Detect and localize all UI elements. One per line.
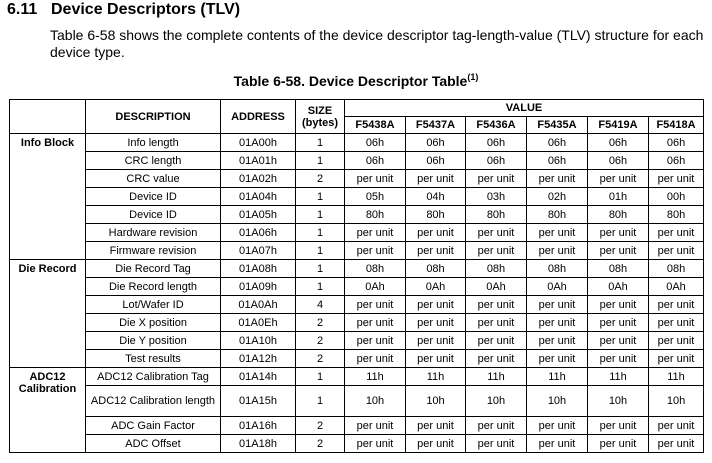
cell-value-f5436a: per unit [466,242,527,260]
cell-value-f5437a: 0Ah [406,278,466,296]
table-row [10,417,704,435]
cell-value-f5438a: per unit [345,314,406,332]
table-row [10,134,704,152]
cell-value-f5435a: 80h [527,206,588,224]
cell-value-f5437a: 11h [406,368,466,386]
cell-size: 1 [296,188,345,206]
cell-value-f5438a: 0Ah [345,278,406,296]
cell-value-f5418a: 80h [649,206,704,224]
cell-description: Test results [86,350,221,368]
cell-value-f5438a: per unit [345,224,406,242]
cell-size: 1 [296,242,345,260]
cell-value-f5418a: 00h [649,188,704,206]
cell-value-f5418a: per unit [649,350,704,368]
cell-value-f5419a: per unit [588,417,649,435]
cell-size: 1 [296,224,345,242]
cell-value-f5419a: 08h [588,260,649,278]
cell-description: Info length [86,134,221,152]
cell-value-f5436a: 06h [466,152,527,170]
cell-value-f5435a: 02h [527,188,588,206]
cell-value-f5435a: 10h [527,386,588,417]
cell-description: Die Record Tag [86,260,221,278]
cell-value-f5435a: 08h [527,260,588,278]
table-row [10,260,704,278]
cell-description: Lot/Wafer ID [86,296,221,314]
cell-description: ADC12 Calibration length [86,386,221,417]
cell-address: 01A18h [221,435,296,453]
cell-size: 1 [296,134,345,152]
cell-value-f5419a: per unit [588,296,649,314]
group-label: ADC12 Calibration [10,368,86,453]
header-device-f5437a: F5437A [406,117,466,134]
cell-description: Firmware revision [86,242,221,260]
cell-address: 01A07h [221,242,296,260]
cell-value-f5438a: 08h [345,260,406,278]
table-row [10,368,704,386]
cell-value-f5435a: per unit [527,170,588,188]
cell-value-f5438a: per unit [345,242,406,260]
section-heading [7,0,240,20]
cell-value-f5438a: 11h [345,368,406,386]
cell-value-f5438a: per unit [345,417,406,435]
cell-value-f5438a: 06h [345,134,406,152]
cell-value-f5418a: 06h [649,134,704,152]
table-row [10,296,704,314]
cell-value-f5436a: 0Ah [466,278,527,296]
cell-value-f5419a: 01h [588,188,649,206]
cell-size: 2 [296,170,345,188]
cell-value-f5418a: per unit [649,224,704,242]
cell-address: 01A0Ah [221,296,296,314]
cell-address: 01A08h [221,260,296,278]
cell-value-f5438a: 80h [345,206,406,224]
cell-value-f5437a: 10h [406,386,466,417]
table-row [10,350,704,368]
cell-description: CRC length [86,152,221,170]
cell-value-f5419a: 06h [588,152,649,170]
cell-size: 2 [296,435,345,453]
table-row [10,435,704,453]
cell-value-f5435a: per unit [527,314,588,332]
cell-value-f5437a: per unit [406,224,466,242]
cell-address: 01A05h [221,206,296,224]
cell-address: 01A06h [221,224,296,242]
cell-value-f5419a: 80h [588,206,649,224]
cell-size: 1 [296,278,345,296]
cell-value-f5436a: 03h [466,188,527,206]
cell-value-f5419a: per unit [588,242,649,260]
cell-description: Die X position [86,314,221,332]
cell-size: 4 [296,296,345,314]
table-caption [0,73,712,90]
cell-value-f5438a: per unit [345,170,406,188]
cell-value-f5419a: per unit [588,170,649,188]
table-row [10,224,704,242]
cell-address: 01A12h [221,350,296,368]
cell-address: 01A10h [221,332,296,350]
header-value: VALUE [345,100,704,117]
cell-size: 1 [296,206,345,224]
cell-value-f5435a: per unit [527,350,588,368]
cell-value-f5419a: per unit [588,350,649,368]
cell-value-f5436a: per unit [466,350,527,368]
cell-value-f5437a: 06h [406,152,466,170]
table-header-row [10,100,704,117]
cell-value-f5419a: per unit [588,224,649,242]
table-row [10,242,704,260]
cell-value-f5437a: per unit [406,350,466,368]
cell-value-f5438a: 06h [345,152,406,170]
cell-address: 01A0Eh [221,314,296,332]
cell-value-f5437a: per unit [406,170,466,188]
cell-value-f5437a: per unit [406,314,466,332]
cell-value-f5435a: per unit [527,296,588,314]
intro-paragraph: Table 6-58 shows the complete contents of the device descriptor tag-length-value (TLV) structure for each device type. [50,27,704,60]
cell-description: ADC12 Calibration Tag [86,368,221,386]
table-row [10,206,704,224]
cell-value-f5436a: per unit [466,314,527,332]
section-title: Device Descriptors (TLV) [51,1,241,18]
header-device-f5418a: F5418A [649,117,704,134]
header-description: DESCRIPTION [86,100,221,134]
cell-value-f5437a: per unit [406,435,466,453]
header-address: ADDRESS [221,100,296,134]
cell-value-f5418a: per unit [649,417,704,435]
table-row [10,314,704,332]
table-row [10,332,704,350]
cell-address: 01A09h [221,278,296,296]
cell-description: Device ID [86,188,221,206]
cell-value-f5438a: 10h [345,386,406,417]
cell-address: 01A00h [221,134,296,152]
cell-value-f5438a: per unit [345,435,406,453]
cell-value-f5436a: 11h [466,368,527,386]
cell-value-f5418a: per unit [649,242,704,260]
cell-description: ADC Gain Factor [86,417,221,435]
cell-value-f5418a: 0Ah [649,278,704,296]
cell-value-f5418a: 06h [649,152,704,170]
header-device-f5438a: F5438A [345,117,406,134]
cell-value-f5435a: 06h [527,152,588,170]
cell-value-f5437a: 08h [406,260,466,278]
cell-size: 1 [296,152,345,170]
cell-value-f5437a: per unit [406,417,466,435]
cell-value-f5435a: per unit [527,332,588,350]
cell-value-f5418a: 08h [649,260,704,278]
cell-description: CRC value [86,170,221,188]
cell-address: 01A01h [221,152,296,170]
cell-value-f5438a: per unit [345,350,406,368]
cell-size: 2 [296,332,345,350]
cell-description: Hardware revision [86,224,221,242]
cell-size: 1 [296,260,345,278]
cell-value-f5418a: per unit [649,314,704,332]
header-device-f5419a: F5419A [588,117,649,134]
cell-value-f5418a: 11h [649,368,704,386]
cell-size: 2 [296,314,345,332]
header-device-f5435a: F5435A [527,117,588,134]
cell-value-f5419a: per unit [588,332,649,350]
cell-value-f5419a: per unit [588,435,649,453]
cell-address: 01A14h [221,368,296,386]
cell-value-f5436a: 10h [466,386,527,417]
table-row [10,170,704,188]
header-group-blank [10,100,86,134]
group-label: Die Record [10,260,86,368]
table-row [10,278,704,296]
cell-value-f5435a: per unit [527,435,588,453]
cell-value-f5436a: 08h [466,260,527,278]
table-body [10,134,704,453]
cell-value-f5437a: per unit [406,332,466,350]
cell-address: 01A04h [221,188,296,206]
cell-value-f5435a: per unit [527,224,588,242]
cell-value-f5435a: per unit [527,417,588,435]
cell-address: 01A02h [221,170,296,188]
cell-address: 01A15h [221,386,296,417]
header-device-f5436a: F5436A [466,117,527,134]
group-label: Info Block [10,134,86,260]
cell-value-f5419a: per unit [588,314,649,332]
cell-value-f5437a: 06h [406,134,466,152]
table-row [10,188,704,206]
cell-value-f5418a: per unit [649,435,704,453]
cell-size: 2 [296,350,345,368]
cell-value-f5436a: per unit [466,332,527,350]
cell-value-f5437a: per unit [406,296,466,314]
cell-value-f5438a: per unit [345,296,406,314]
cell-description: Device ID [86,206,221,224]
cell-description: Die Record length [86,278,221,296]
cell-value-f5419a: 11h [588,368,649,386]
cell-size: 1 [296,386,345,417]
cell-value-f5418a: 10h [649,386,704,417]
cell-value-f5418a: per unit [649,170,704,188]
cell-value-f5419a: 06h [588,134,649,152]
cell-value-f5436a: 80h [466,206,527,224]
cell-value-f5418a: per unit [649,332,704,350]
cell-value-f5435a: per unit [527,242,588,260]
cell-value-f5437a: per unit [406,242,466,260]
cell-value-f5436a: per unit [466,417,527,435]
cell-value-f5419a: 10h [588,386,649,417]
cell-value-f5438a: per unit [345,332,406,350]
cell-value-f5418a: per unit [649,296,704,314]
cell-size: 2 [296,417,345,435]
cell-value-f5437a: 04h [406,188,466,206]
cell-value-f5436a: per unit [466,435,527,453]
cell-value-f5436a: per unit [466,296,527,314]
cell-value-f5419a: 0Ah [588,278,649,296]
device-descriptor-table [9,99,704,453]
cell-value-f5438a: 05h [345,188,406,206]
cell-description: ADC Offset [86,435,221,453]
cell-size: 1 [296,368,345,386]
cell-description: Die Y position [86,332,221,350]
table-row [10,386,704,417]
cell-value-f5436a: per unit [466,224,527,242]
cell-value-f5436a: per unit [466,170,527,188]
cell-value-f5435a: 11h [527,368,588,386]
table-row [10,152,704,170]
cell-value-f5436a: 06h [466,134,527,152]
table-caption-footnote: (1) [467,72,479,82]
cell-address: 01A16h [221,417,296,435]
section-number: 6.11 [7,1,38,18]
cell-value-f5435a: 0Ah [527,278,588,296]
cell-value-f5437a: 80h [406,206,466,224]
header-size: SIZE (bytes) [296,100,345,134]
cell-value-f5435a: 06h [527,134,588,152]
table-caption-text: Table 6-58. Device Descriptor Table [233,73,468,89]
